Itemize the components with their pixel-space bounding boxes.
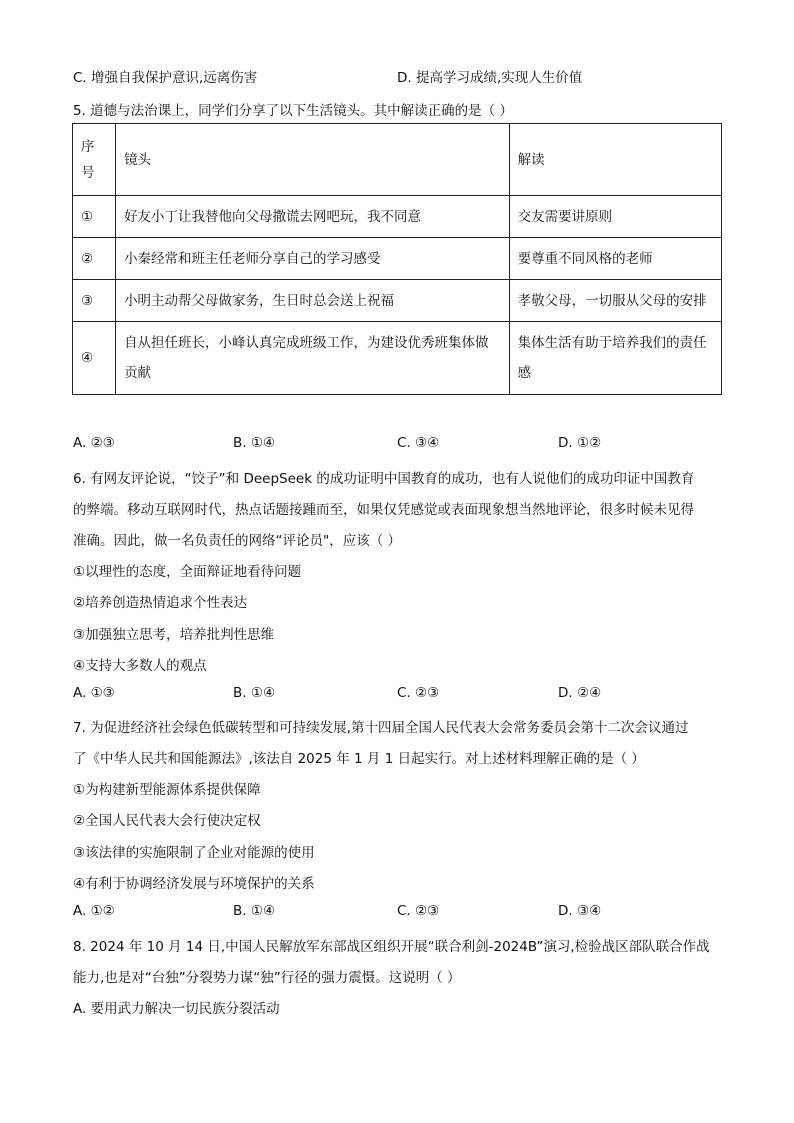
row-reading: 集体生活有助于培养我们的责任感 bbox=[509, 322, 721, 395]
q7-option-a: A. ①② bbox=[73, 903, 115, 919]
row-reading: 交友需要讲原则 bbox=[509, 196, 721, 238]
q4-option-d: D. 提高学习成绩,实现人生价值 bbox=[397, 70, 583, 86]
header-reading: 解读 bbox=[509, 124, 721, 196]
q7-stem-line: 7. 为促进经济社会绿色低碳转型和可持续发展,第十四届全国人民代表大会常务委员会第十二次会议通过 bbox=[73, 720, 689, 736]
q5-option-d: D. ①② bbox=[558, 435, 602, 451]
q7-stem-line: 了《中华人民共和国能源法》,该法自 2025 年 1 月 1 日起实行。对上述材料理解正确的是（ ） bbox=[73, 751, 645, 767]
table-row bbox=[73, 322, 722, 395]
row-index: ② bbox=[73, 238, 116, 280]
table-row bbox=[73, 196, 722, 238]
q5-option-c: C. ③④ bbox=[397, 435, 440, 451]
q6-item: ④支持大多数人的观点 bbox=[73, 658, 207, 674]
row-index: ③ bbox=[73, 280, 116, 322]
table-row bbox=[73, 238, 722, 280]
q5-table bbox=[72, 123, 722, 395]
table-header-row bbox=[73, 124, 722, 196]
q6-item: ②培养创造热情追求个性表达 bbox=[73, 595, 248, 611]
q6-option-b: B. ①④ bbox=[233, 685, 276, 701]
header-index-text: 序号 bbox=[81, 138, 95, 181]
q8-option-a: A. 要用武力解决一切民族分裂活动 bbox=[73, 1001, 280, 1017]
q6-stem-line: 6. 有网友评论说，“饺子”和 DeepSeek 的成功证明中国教育的成功，也有人说他们的成功印证中国教育 bbox=[73, 471, 695, 487]
q7-option-d: D. ③④ bbox=[558, 903, 602, 919]
row-scene: 小秦经常和班主任老师分享自己的学习感受 bbox=[116, 238, 510, 280]
q6-item: ③加强独立思考，培养批判性思维 bbox=[73, 627, 275, 643]
q7-item: ②全国人民代表大会行使决定权 bbox=[73, 813, 261, 829]
q6-option-d: D. ②④ bbox=[558, 685, 602, 701]
header-scene: 镜头 bbox=[116, 124, 510, 196]
q6-stem-line: 的弊端。移动互联网时代，热点话题接踵而至，如果仅凭感觉或表面现象想当然地评论，很多时候未见得 bbox=[73, 502, 694, 518]
q7-item: ①为构建新型能源体系提供保障 bbox=[73, 782, 261, 798]
q5-option-b: B. ①④ bbox=[233, 435, 276, 451]
row-reading: 要尊重不同风格的老师 bbox=[509, 238, 721, 280]
q7-option-c: C. ②③ bbox=[397, 903, 440, 919]
row-reading: 孝敬父母，一切服从父母的安排 bbox=[509, 280, 721, 322]
q5-stem: 5. 道德与法治课上，同学们分享了以下生活镜头。其中解读正确的是（ ） bbox=[73, 103, 513, 119]
header-index bbox=[73, 124, 116, 196]
row-index: ① bbox=[73, 196, 116, 238]
q6-item: ①以理性的态度，全面辩证地看待问题 bbox=[73, 564, 302, 580]
row-scene: 小明主动帮父母做家务，生日时总会送上祝福 bbox=[116, 280, 510, 322]
row-scene: 好友小丁让我替他向父母撒谎去网吧玩，我不同意 bbox=[116, 196, 510, 238]
row-scene: 自从担任班长，小峰认真完成班级工作，为建设优秀班集体做贡献 bbox=[116, 322, 510, 395]
table-row bbox=[73, 280, 722, 322]
row-index: ④ bbox=[73, 322, 116, 395]
q8-stem-line: 能力,也是对“台独”分裂势力谋“独”行径的强力震慑。这说明（ ） bbox=[73, 970, 461, 986]
q6-option-a: A. ①③ bbox=[73, 685, 115, 701]
q7-option-b: B. ①④ bbox=[233, 903, 276, 919]
q5-option-a: A. ②③ bbox=[73, 435, 115, 451]
q6-stem-line: 准确。因此，做一名负责任的网络“评论员"，应该（ ） bbox=[73, 533, 401, 549]
q6-option-c: C. ②③ bbox=[397, 685, 440, 701]
q7-item: ③该法律的实施限制了企业对能源的使用 bbox=[73, 845, 315, 861]
q4-option-c: C. 增强自我保护意识,远离伤害 bbox=[73, 70, 258, 86]
q8-stem-line: 8. 2024 年 10 月 14 日,中国人民解放军东部战区组织开展“联合利剑-2024B”演习,检验战区部队联合作战 bbox=[73, 939, 710, 955]
q7-item: ④有利于协调经济发展与环境保护的关系 bbox=[73, 876, 315, 892]
